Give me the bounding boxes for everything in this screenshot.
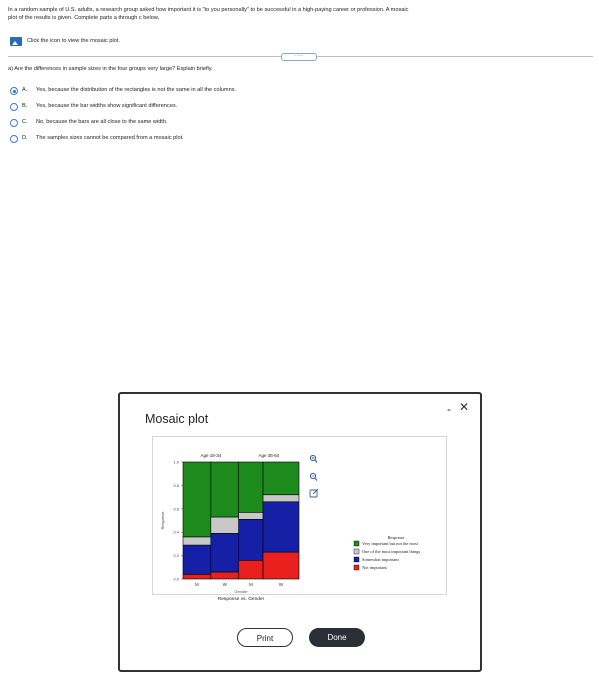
mosaic-cell	[239, 560, 263, 579]
legend-entry: Not important	[362, 565, 387, 570]
dialog-title: Mosaic plot	[145, 412, 209, 426]
mosaic-cell	[239, 462, 263, 512]
mosaic-cell	[183, 537, 211, 545]
legend-entry: Somewhat important	[362, 557, 399, 562]
plot-panel	[152, 436, 447, 602]
mosaic-cell	[263, 462, 299, 495]
mosaic-cell	[263, 552, 299, 579]
zoom-out-icon	[315, 478, 317, 481]
legend-title: Response	[387, 535, 405, 540]
y-tick-label: 0.0	[173, 576, 179, 582]
view-mosaic-label[interactable]: Click the icon to view the mosaic plot.	[27, 38, 120, 44]
mosaic-chart	[153, 437, 446, 602]
mosaic-cell	[211, 533, 239, 572]
legend-swatch	[354, 549, 359, 554]
group-label: Age 35-64	[258, 453, 280, 458]
option-b-letter: B.	[22, 103, 28, 109]
close-icon[interactable]: ✕	[459, 400, 470, 414]
image-icon[interactable]	[10, 37, 22, 46]
chart-title: Response vs. Gender	[217, 597, 265, 602]
option-c-text: No, because the bars are all close to the same width.	[36, 119, 168, 125]
y-tick-label: 0.6	[173, 506, 179, 512]
mosaic-cell	[183, 462, 211, 537]
question-prompt: a) Are the differences in sample sizes in the four groups very large? Explain briefly.	[8, 66, 213, 72]
print-button[interactable]: Print	[237, 628, 293, 647]
option-b-text: Yes, because the bar widths show significant differences.	[36, 103, 178, 109]
minimize-icon[interactable]: -	[447, 402, 451, 416]
radio-a[interactable]	[10, 87, 18, 95]
zoom-in-icon	[315, 460, 317, 463]
option-d-letter: D.	[22, 135, 28, 141]
legend-entry: Very important but not the most	[362, 541, 418, 546]
mosaic-cell	[239, 519, 263, 560]
intro-line-2: plot of the results is given. Complete parts a through c below.	[8, 15, 160, 22]
mosaic-plot-dialog	[118, 392, 482, 672]
mosaic-cell	[183, 574, 211, 579]
y-axis-label: Response	[160, 511, 165, 530]
mosaic-cell	[211, 517, 239, 533]
group-label: Age 18-34	[200, 453, 222, 458]
mosaic-cell	[183, 545, 211, 574]
legend-swatch	[354, 565, 359, 570]
option-a-letter: A.	[22, 87, 28, 93]
y-tick-label: 0.4	[173, 529, 179, 535]
done-button[interactable]: Done	[309, 628, 365, 647]
intro-line-1: In a random sample of U.S. adults, a research group asked how important it is "to you personally" to be successful in a high-paying career or profession. A mosaic	[8, 7, 409, 13]
option-d-text: The samples sizes cannot be compared from a mosaic plot.	[36, 135, 184, 141]
mosaic-cell	[263, 502, 299, 552]
radio-c[interactable]	[10, 119, 18, 127]
legend-swatch	[354, 541, 359, 546]
mosaic-cell	[211, 462, 239, 517]
problem-intro	[8, 6, 593, 23]
legend-entry: One of the most important things	[362, 549, 421, 554]
mosaic-cell	[239, 512, 263, 519]
x-axis-label: Gender	[234, 589, 248, 594]
legend-swatch	[354, 557, 359, 562]
x-tick-label: M	[195, 582, 199, 587]
x-tick-label: M	[248, 582, 253, 587]
radio-d[interactable]	[10, 135, 18, 143]
y-tick-label: 1.0	[173, 459, 179, 465]
x-tick-label: W	[222, 582, 227, 587]
expand-button[interactable]: ·····	[281, 53, 317, 61]
y-tick-label: 0.2	[173, 553, 179, 559]
option-a-text: Yes, because the distribution of the rectangles is not the same in all the columns.	[36, 87, 237, 93]
y-tick-label: 0.8	[173, 482, 179, 488]
option-c-letter: C.	[22, 119, 28, 125]
mosaic-cell	[211, 572, 239, 579]
mosaic-cell	[263, 495, 299, 502]
radio-b[interactable]	[10, 103, 18, 111]
x-tick-label: W	[278, 582, 284, 587]
